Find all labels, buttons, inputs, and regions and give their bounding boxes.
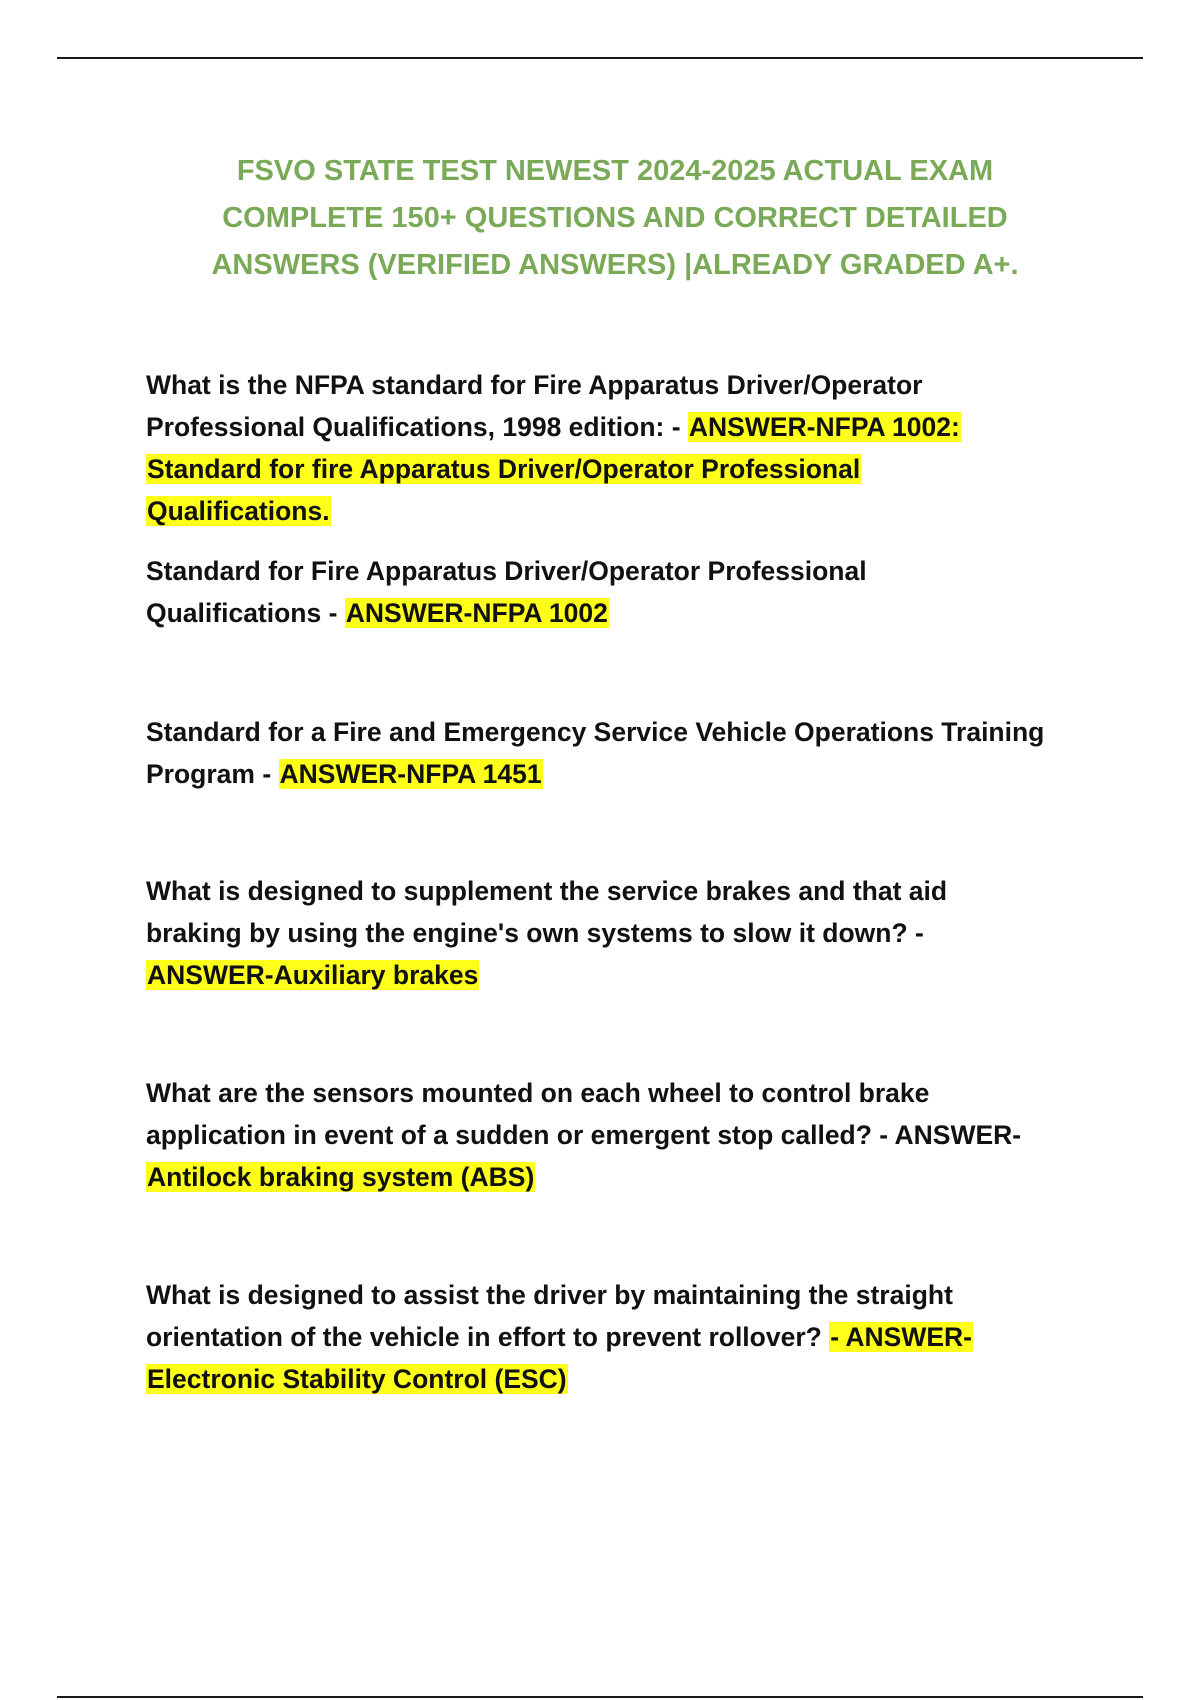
answer-highlight: Electronic Stability Control (ESC) xyxy=(147,1364,567,1394)
answer-highlight: Qualifications. xyxy=(147,496,330,526)
question-text: Professional Qualifications, 1998 edition: - xyxy=(146,412,688,442)
question-text: What is designed to supplement the service brakes and that aid xyxy=(146,876,948,906)
question-text: What is the NFPA standard for Fire Apparatus Driver/Operator xyxy=(146,370,923,400)
top-rule xyxy=(57,57,1143,59)
qa-item xyxy=(146,1274,1096,1400)
answer-highlight: ANSWER-NFPA 1002: xyxy=(688,412,960,442)
answer-highlight: ANSWER-Auxiliary brakes xyxy=(147,960,479,990)
answer-highlight: ANSWER-NFPA 1002 xyxy=(345,598,608,628)
title-line: COMPLETE 150+ QUESTIONS AND CORRECT DETAILED xyxy=(222,202,1008,234)
answer-highlight: - ANSWER- xyxy=(830,1322,973,1352)
title-line: FSVO STATE TEST NEWEST 2024-2025 ACTUAL EXAM xyxy=(236,155,994,187)
qa-item xyxy=(146,711,1096,795)
answer-highlight: Standard for fire Apparatus Driver/Operator Professional xyxy=(147,454,861,484)
question-text: application in event of a sudden or emergent stop called? - ANSWER- xyxy=(146,1120,1022,1150)
question-text: Program - xyxy=(146,759,279,789)
question-text: What are the sensors mounted on each wheel to control brake xyxy=(146,1078,930,1108)
question-text: What is designed to assist the driver by maintaining the straight xyxy=(146,1280,953,1310)
qa-item xyxy=(146,870,1096,996)
qa-item xyxy=(146,364,1096,532)
bottom-rule xyxy=(57,1696,1143,1698)
answer-highlight: Antilock braking system (ABS) xyxy=(147,1162,535,1192)
question-text: Standard for Fire Apparatus Driver/Operator Professional xyxy=(146,556,867,586)
document-title xyxy=(140,148,1090,289)
qa-item xyxy=(146,550,1096,634)
qa-item xyxy=(146,1072,1096,1198)
question-text: Standard for a Fire and Emergency Service Vehicle Operations Training xyxy=(146,717,1045,747)
question-text: Qualifications - xyxy=(146,598,345,628)
title-line: ANSWERS (VERIFIED ANSWERS) |ALREADY GRADED A+. xyxy=(211,249,1019,281)
answer-highlight: ANSWER-NFPA 1451 xyxy=(279,759,542,789)
question-text: braking by using the engine's own systems to slow it down? - xyxy=(146,918,924,948)
question-text: orientation of the vehicle in effort to prevent rollover? xyxy=(146,1322,830,1352)
